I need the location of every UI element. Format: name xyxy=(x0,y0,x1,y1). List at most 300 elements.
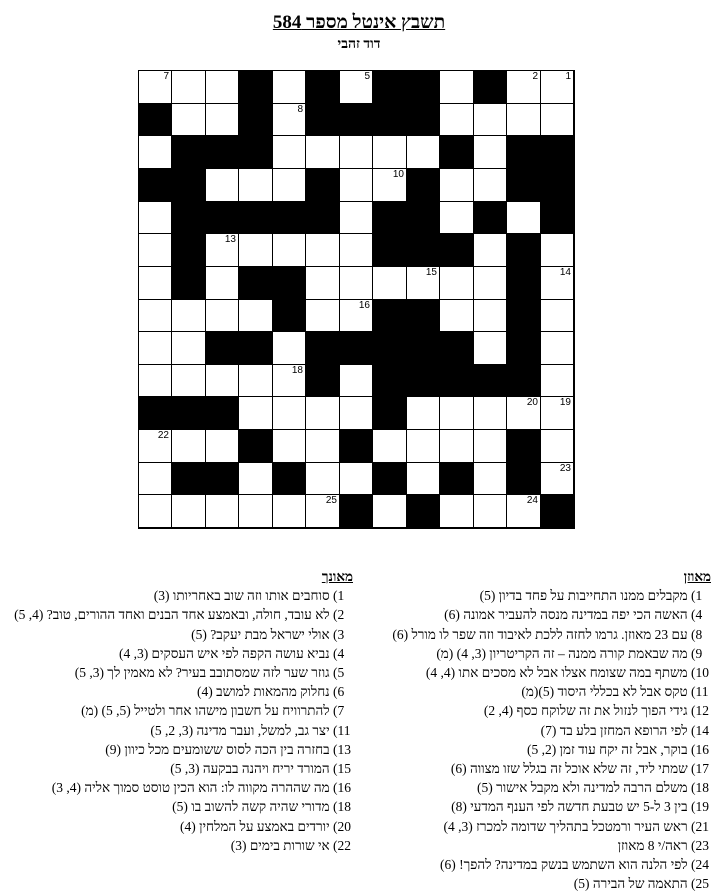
grid-black-cell xyxy=(172,463,206,495)
grid-black-cell xyxy=(239,267,273,300)
clue-item-text: גוזר שער לזה שמסתובב בעיר? לא מאמין לך (3, 5) xyxy=(74,665,330,681)
grid-cell[interactable] xyxy=(440,202,474,234)
grid-cell[interactable] xyxy=(172,300,206,332)
grid-black-cell xyxy=(239,136,273,169)
grid-cell[interactable] xyxy=(407,397,440,430)
grid-black-cell xyxy=(507,463,541,495)
clue-item-text: גידי הפוך לנזול את זה שלוקח כסף (4, 2) xyxy=(483,703,688,719)
grid-cell[interactable] xyxy=(306,267,340,300)
grid-cell[interactable] xyxy=(507,104,541,136)
grid-black-cell xyxy=(340,104,373,136)
grid-cell[interactable] xyxy=(172,430,206,463)
down-heading: מאונך xyxy=(321,569,353,584)
clue-number: 16 xyxy=(358,300,370,311)
grid-black-cell xyxy=(239,332,273,365)
clue-item-number: 7) xyxy=(333,703,345,719)
grid-black-cell xyxy=(440,234,474,267)
grid-cell[interactable] xyxy=(541,234,574,267)
clue-item xyxy=(3,625,353,644)
grid-cell[interactable] xyxy=(139,300,172,332)
grid-black-cell xyxy=(407,71,440,104)
grid-cell[interactable] xyxy=(273,365,306,397)
grid-cell[interactable] xyxy=(507,71,541,104)
grid-cell[interactable] xyxy=(440,169,474,202)
grid-cell[interactable] xyxy=(373,430,407,463)
clue-item xyxy=(366,605,711,624)
grid-cell[interactable] xyxy=(239,397,273,430)
grid-cell[interactable] xyxy=(206,365,239,397)
grid-black-cell xyxy=(273,202,306,234)
clue-item-text: טקס אבל לא בכללי היסוד (5)(מ) xyxy=(521,684,688,700)
clue-item-number: 23) xyxy=(691,837,709,853)
clue-item-text: לפי הלנה הוא השתמש בנשק במדינה? להפך! (6) xyxy=(440,857,688,873)
grid-black-cell xyxy=(541,495,574,528)
clue-item-text: האשה הכי יפה במדינה מנסה להעביר אמונה (6) xyxy=(444,607,688,623)
grid-cell[interactable] xyxy=(139,71,172,104)
grid-cell[interactable] xyxy=(340,300,373,332)
grid-cell[interactable] xyxy=(541,267,574,300)
grid-black-cell xyxy=(407,365,440,397)
clue-item-text: יורדים באמצע על המלחין (4) xyxy=(179,818,330,834)
grid-black-cell xyxy=(507,365,541,397)
grid-black-cell xyxy=(373,202,407,234)
grid-cell[interactable] xyxy=(273,169,306,202)
grid-cell[interactable] xyxy=(273,332,306,365)
grid-cell[interactable] xyxy=(139,365,172,397)
grid-black-cell xyxy=(373,104,407,136)
clue-item xyxy=(366,817,711,836)
clue-item-text: בוקר, אבל זה יקח עוד זמן (2, 5) xyxy=(526,741,688,757)
clue-item xyxy=(366,797,711,816)
grid-black-cell xyxy=(306,202,340,234)
grid-cell[interactable] xyxy=(440,71,474,104)
clue-number: 23 xyxy=(559,463,571,474)
grid-cell[interactable] xyxy=(507,397,541,430)
grid-cell[interactable] xyxy=(407,267,440,300)
clue-item-number: 6) xyxy=(333,684,345,700)
grid-black-cell xyxy=(172,136,206,169)
clue-item xyxy=(366,721,711,740)
grid-cell[interactable] xyxy=(306,430,340,463)
grid-black-cell xyxy=(306,365,340,397)
clue-item-number: 25) xyxy=(691,876,709,892)
clue-item-text: לא עובד, חולה, ובאמצע אחד הבנים ואחד ההורים, טוב? (4, 5) xyxy=(14,607,330,623)
grid-cell[interactable] xyxy=(474,332,507,365)
grid-cell[interactable] xyxy=(306,136,340,169)
puzzle-author: דוד זהבי xyxy=(337,37,381,52)
clue-item-number: 4) xyxy=(333,645,345,661)
clue-item-text: לפי הרופא המחזן בלע בד (7) xyxy=(540,722,688,738)
clue-item-number: 8) xyxy=(691,626,703,642)
grid-black-cell xyxy=(474,71,507,104)
grid-black-cell xyxy=(306,71,340,104)
clue-item-text: אולי ישראל מבת יעקב? (5) xyxy=(191,626,330,642)
clue-item xyxy=(366,740,711,759)
clue-number: 4 xyxy=(431,71,437,82)
clue-item-number: 22) xyxy=(333,837,351,853)
grid-black-cell xyxy=(206,397,239,430)
grid-cell[interactable] xyxy=(541,71,574,104)
clue-item-number: 11) xyxy=(691,684,709,700)
clue-item-text: להתרוויח על חשבון מישהו אחר ולטייל (5, 5) (מ) xyxy=(81,703,330,719)
clue-item-number: 14) xyxy=(691,722,709,738)
clue-item xyxy=(3,701,353,720)
grid-cell[interactable] xyxy=(340,267,373,300)
grid-black-cell xyxy=(373,365,407,397)
clue-item-text: שמתי ליד, זה שלא אוכל זה בגלל שזו מצווה (6) xyxy=(450,761,688,777)
clue-item-text: סוחבים אותו וזה שוב באחריותו (3) xyxy=(153,588,330,604)
clue-number: 8 xyxy=(297,104,303,115)
clue-item-number: 18) xyxy=(333,799,351,815)
clue-number: 12 xyxy=(392,234,404,245)
clue-item-number: 13) xyxy=(333,741,351,757)
clue-item xyxy=(366,836,711,855)
clue-item xyxy=(3,721,353,740)
grid-black-cell xyxy=(340,332,373,365)
clue-item xyxy=(366,663,711,682)
clue-item-number: 2) xyxy=(333,607,345,623)
grid-cell[interactable] xyxy=(340,136,373,169)
down-clues xyxy=(3,567,353,855)
clue-number: 3 xyxy=(498,71,504,82)
clue-item-text: עם 23 מאוזן. גרמו לחזה ללכת לאיבוד וזה שפר לו מורל (6) xyxy=(392,626,688,642)
grid-cell[interactable] xyxy=(273,495,306,528)
grid-cell[interactable] xyxy=(172,332,206,365)
grid-cell[interactable] xyxy=(340,202,373,234)
grid-cell[interactable] xyxy=(206,300,239,332)
grid-black-cell xyxy=(139,169,172,202)
grid-cell[interactable] xyxy=(206,104,239,136)
clue-item-text: מה שההרה מקווה לו: הוא הכין טוסט סמוך אליה (4, 3) xyxy=(51,780,330,796)
grid-cell[interactable] xyxy=(541,397,574,430)
clue-item-number: 1) xyxy=(333,588,345,604)
grid-black-cell xyxy=(206,136,239,169)
grid-cell[interactable] xyxy=(206,71,239,104)
grid-black-cell xyxy=(440,332,474,365)
grid-black-cell xyxy=(139,397,172,430)
grid-cell[interactable] xyxy=(474,463,507,495)
grid-black-cell xyxy=(541,169,574,202)
clue-number: 15 xyxy=(425,267,437,278)
grid-cell[interactable] xyxy=(541,300,574,332)
grid-cell[interactable] xyxy=(139,136,172,169)
grid-cell[interactable] xyxy=(541,430,574,463)
grid-black-cell xyxy=(239,104,273,136)
puzzle-title: תשבץ אינטל מספר 584 xyxy=(272,12,446,33)
clue-item xyxy=(3,586,353,605)
grid-cell[interactable] xyxy=(139,495,172,528)
grid-cell[interactable] xyxy=(474,495,507,528)
grid-black-cell xyxy=(239,202,273,234)
grid-cell[interactable] xyxy=(340,397,373,430)
grid-cell[interactable] xyxy=(139,234,172,267)
grid-cell[interactable] xyxy=(239,365,273,397)
grid-black-cell xyxy=(474,365,507,397)
clue-item-text: נחלוק מהמאות למושב (4) xyxy=(196,684,330,700)
grid-cell[interactable] xyxy=(273,397,306,430)
grid-cell[interactable] xyxy=(340,365,373,397)
grid-black-cell xyxy=(507,169,541,202)
grid-cell[interactable] xyxy=(407,463,440,495)
grid-cell[interactable] xyxy=(340,463,373,495)
clue-number: 25 xyxy=(325,495,337,506)
clue-item xyxy=(3,663,353,682)
grid-black-cell xyxy=(440,136,474,169)
grid-black-cell xyxy=(407,202,440,234)
grid-black-cell xyxy=(474,202,507,234)
grid-black-cell xyxy=(239,71,273,104)
clue-number: 5 xyxy=(364,71,370,82)
clue-number: 10 xyxy=(392,169,404,180)
clue-item-text: ראש העיר ורמטכל בתהליך שדומה למכרז (3, 4) xyxy=(443,818,688,834)
grid-cell[interactable] xyxy=(474,397,507,430)
grid-black-cell xyxy=(507,267,541,300)
clue-item xyxy=(366,682,711,701)
grid-cell[interactable] xyxy=(474,267,507,300)
grid-cell[interactable] xyxy=(474,234,507,267)
grid-black-cell xyxy=(541,136,574,169)
grid-cell[interactable] xyxy=(172,71,206,104)
grid-cell[interactable] xyxy=(273,234,306,267)
clue-item-number: 3) xyxy=(333,626,345,642)
clue-item xyxy=(366,855,711,874)
grid-black-cell xyxy=(306,104,340,136)
clue-item-text: בין 3 ל-5 יש טבעת חדשה לפי הענף המדעי (8) xyxy=(451,799,688,815)
grid-cell[interactable] xyxy=(373,267,407,300)
clue-item-text: התאמה של הבירה (5) xyxy=(573,876,688,892)
grid-cell[interactable] xyxy=(340,71,373,104)
clue-number: 17 xyxy=(526,332,538,343)
crossword-grid xyxy=(138,70,575,529)
grid-cell[interactable] xyxy=(440,495,474,528)
clue-item xyxy=(3,836,353,855)
grid-black-cell xyxy=(273,300,306,332)
clue-item-number: 21) xyxy=(691,818,709,834)
grid-cell[interactable] xyxy=(440,397,474,430)
clue-item xyxy=(366,701,711,720)
grid-black-cell xyxy=(373,234,407,267)
clue-item-number: 12) xyxy=(691,703,709,719)
grid-black-cell xyxy=(306,332,340,365)
clue-number: 1 xyxy=(565,71,571,82)
grid-cell[interactable] xyxy=(407,136,440,169)
grid-cell[interactable] xyxy=(306,234,340,267)
grid-cell[interactable] xyxy=(474,430,507,463)
clue-number: 14 xyxy=(559,267,571,278)
clue-item xyxy=(3,740,353,759)
grid-cell[interactable] xyxy=(206,234,239,267)
clue-item xyxy=(3,778,353,797)
grid-black-cell xyxy=(273,267,306,300)
grid-black-cell xyxy=(239,430,273,463)
grid-cell[interactable] xyxy=(306,300,340,332)
clue-item-number: 24) xyxy=(691,857,709,873)
clue-item xyxy=(366,644,711,663)
grid-cell[interactable] xyxy=(541,332,574,365)
clue-number: 20 xyxy=(526,397,538,408)
grid-black-cell xyxy=(440,463,474,495)
grid-cell[interactable] xyxy=(206,267,239,300)
grid-cell[interactable] xyxy=(139,332,172,365)
grid-cell[interactable] xyxy=(507,495,541,528)
grid-black-cell xyxy=(206,332,239,365)
grid-cell[interactable] xyxy=(139,267,172,300)
grid-black-cell xyxy=(373,397,407,430)
grid-cell[interactable] xyxy=(273,430,306,463)
clue-item-text: המורד יריח ויהנה בבקעה (3, 5) xyxy=(170,761,330,777)
grid-black-cell xyxy=(507,332,541,365)
grid-cell[interactable] xyxy=(340,169,373,202)
clue-number: 21 xyxy=(358,430,370,441)
across-heading: מאוזן xyxy=(683,569,711,584)
grid-black-cell xyxy=(507,430,541,463)
grid-cell[interactable] xyxy=(541,463,574,495)
clue-item-number: 15) xyxy=(333,761,351,777)
grid-black-cell xyxy=(507,234,541,267)
clue-number: 19 xyxy=(559,397,571,408)
clue-item-text: מה שבאמת קורה ממנה – זה הקריטריון (3, 4) (מ) xyxy=(436,645,688,661)
grid-cell[interactable] xyxy=(139,463,172,495)
grid-cell[interactable] xyxy=(474,104,507,136)
clue-number: 6 xyxy=(264,71,270,82)
grid-black-cell xyxy=(340,495,373,528)
clue-item xyxy=(3,605,353,624)
grid-cell[interactable] xyxy=(440,430,474,463)
clue-number: 22 xyxy=(157,430,169,441)
clue-item xyxy=(3,644,353,663)
grid-cell[interactable] xyxy=(306,495,340,528)
grid-black-cell xyxy=(407,169,440,202)
grid-black-cell xyxy=(407,234,440,267)
grid-cell[interactable] xyxy=(172,365,206,397)
clue-number: 7 xyxy=(163,71,169,82)
grid-cell[interactable] xyxy=(340,234,373,267)
grid-cell[interactable] xyxy=(440,267,474,300)
grid-cell[interactable] xyxy=(139,202,172,234)
clue-item xyxy=(3,797,353,816)
grid-black-cell xyxy=(306,169,340,202)
grid-cell[interactable] xyxy=(239,300,273,332)
clue-item-text: אי שורות בימים (3) xyxy=(230,837,330,853)
grid-black-cell xyxy=(172,267,206,300)
clue-item xyxy=(366,778,711,797)
grid-cell[interactable] xyxy=(172,104,206,136)
clue-item-number: 9) xyxy=(691,645,703,661)
grid-black-cell xyxy=(206,202,239,234)
clue-item-text: בחזרה בין הכה לסוס ששומעים מכל כיוון (9) xyxy=(105,741,330,757)
grid-cell[interactable] xyxy=(541,104,574,136)
grid-black-cell xyxy=(340,430,373,463)
grid-cell[interactable] xyxy=(407,430,440,463)
grid-cell[interactable] xyxy=(273,71,306,104)
grid-black-cell xyxy=(407,332,440,365)
grid-black-cell xyxy=(507,136,541,169)
grid-cell[interactable] xyxy=(474,136,507,169)
grid-cell[interactable] xyxy=(206,430,239,463)
grid-black-cell xyxy=(440,365,474,397)
clue-item xyxy=(366,625,711,644)
grid-black-cell xyxy=(407,300,440,332)
grid-cell[interactable] xyxy=(440,104,474,136)
grid-black-cell xyxy=(407,495,440,528)
across-clues xyxy=(366,567,711,893)
grid-black-cell xyxy=(139,104,172,136)
clue-number: 18 xyxy=(291,365,303,376)
clue-item-number: 4) xyxy=(691,607,703,623)
grid-cell[interactable] xyxy=(239,234,273,267)
grid-black-cell xyxy=(172,397,206,430)
clue-item xyxy=(366,586,711,605)
grid-black-cell xyxy=(507,300,541,332)
grid-cell[interactable] xyxy=(273,136,306,169)
clue-item-number: 10) xyxy=(691,665,709,681)
clue-item-text: משתף במה שצומח אצלו אבל לא מסכים אתו (4, 4) xyxy=(425,665,688,681)
clue-item xyxy=(366,874,711,893)
clue-item-number: 1) xyxy=(691,588,703,604)
down-list xyxy=(3,586,353,855)
clue-number: 9 xyxy=(565,136,571,147)
grid-cell[interactable] xyxy=(239,495,273,528)
grid-cell[interactable] xyxy=(474,300,507,332)
grid-cell[interactable] xyxy=(373,495,407,528)
grid-black-cell xyxy=(407,104,440,136)
clue-item-number: 5) xyxy=(333,665,345,681)
clue-item-text: משלם הרבה למדינה ולא מקבל אישור (5) xyxy=(476,780,688,796)
grid-cell[interactable] xyxy=(172,495,206,528)
clue-item xyxy=(3,682,353,701)
grid-cell[interactable] xyxy=(474,169,507,202)
clue-item-number: 20) xyxy=(333,818,351,834)
grid-cell[interactable] xyxy=(306,397,340,430)
clue-item-number: 16) xyxy=(333,780,351,796)
grid-cell[interactable] xyxy=(206,495,239,528)
grid-black-cell xyxy=(206,463,239,495)
clue-item xyxy=(3,817,353,836)
clue-number: 24 xyxy=(526,495,538,506)
clue-item-number: 17) xyxy=(691,761,709,777)
grid-cell[interactable] xyxy=(373,136,407,169)
clue-item-text: ראה/י 8 מאוזן xyxy=(617,837,688,853)
grid-cell[interactable] xyxy=(206,169,239,202)
grid-black-cell xyxy=(373,300,407,332)
clue-number: 2 xyxy=(532,71,538,82)
grid-black-cell xyxy=(172,234,206,267)
grid-black-cell xyxy=(373,71,407,104)
grid-cell[interactable] xyxy=(239,169,273,202)
grid-black-cell xyxy=(273,463,306,495)
grid-cell[interactable] xyxy=(541,365,574,397)
clue-item-number: 11) xyxy=(333,722,351,738)
grid-black-cell xyxy=(172,169,206,202)
grid-black-cell xyxy=(373,463,407,495)
clue-number: 13 xyxy=(224,234,236,245)
grid-cell[interactable] xyxy=(306,463,340,495)
grid-cell[interactable] xyxy=(440,300,474,332)
clue-item xyxy=(366,759,711,778)
clue-item-text: מדורי שהיה קשה להשוב בו (5) xyxy=(172,799,330,815)
clue-item-number: 19) xyxy=(691,799,709,815)
grid-cell[interactable] xyxy=(139,430,172,463)
grid-black-cell xyxy=(172,202,206,234)
grid-cell[interactable] xyxy=(239,463,273,495)
clue-number: 11 xyxy=(560,202,571,213)
grid-cell[interactable] xyxy=(507,202,541,234)
grid-cell[interactable] xyxy=(373,169,407,202)
grid-cell[interactable] xyxy=(273,104,306,136)
clue-item xyxy=(3,759,353,778)
clue-item-text: נביא עושה הקפה לפי איש העסקים (3, 4) xyxy=(118,645,330,661)
clue-item-number: 16) xyxy=(691,741,709,757)
